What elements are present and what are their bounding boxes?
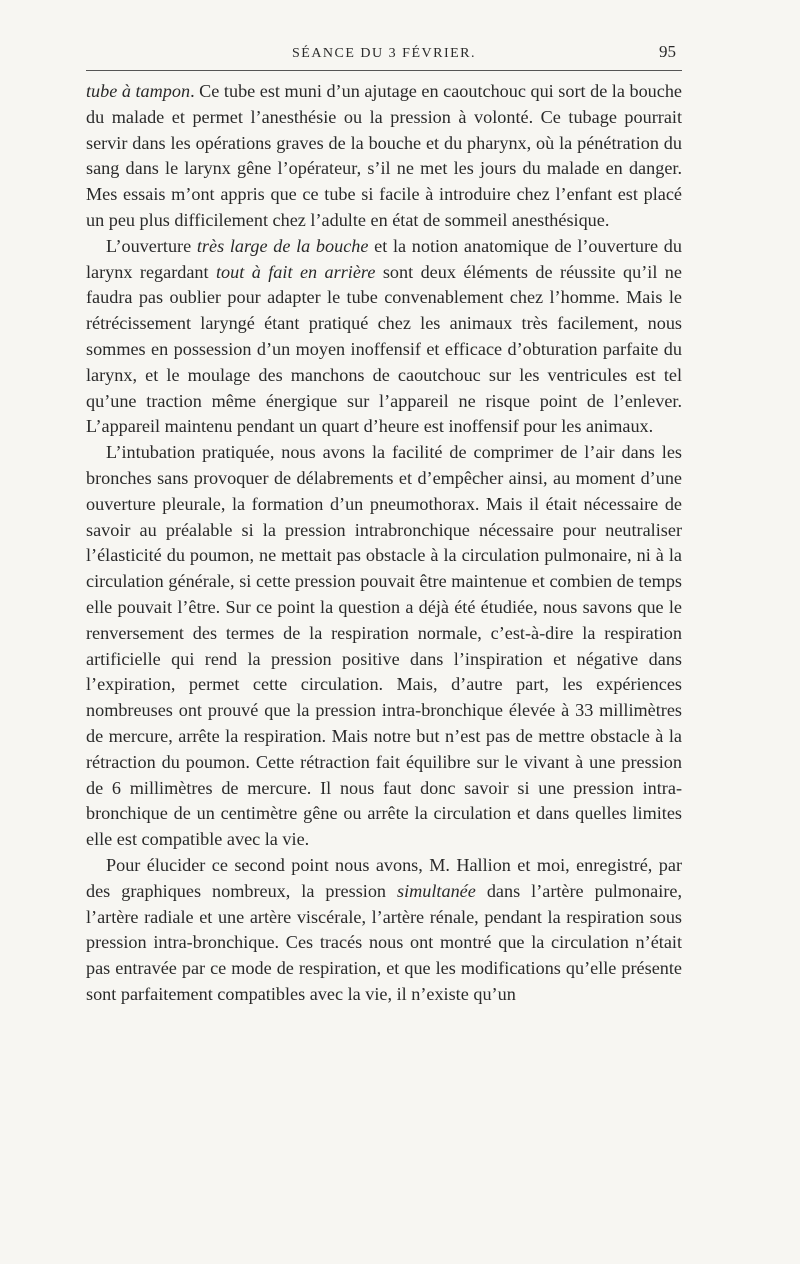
book-page	[86, 40, 682, 1008]
paragraph-4	[86, 853, 682, 1008]
paragraph-2-text-3: sont deux éléments de réussite qu’il ne faudra pas oublier pour adapter le tube convenablement chez l’homme. Mais le rétrécissement laryngé étant pratiqué chez les animaux très facilement, nous sommes en possession d’un moyen inoffensif et efficace d’obturation parfaite du larynx, et le moulage des manchons de caoutchouc sur les ventricules est tel qu’une traction même énergique sur l’appareil ne risque point de l’enlever. L’appareil maintenu pendant un quart d’heure est inoffensif pour les animaux.	[86, 261, 682, 437]
paragraph-2-italic-1: très large de la bouche	[196, 235, 369, 256]
running-title: SÉANCE DU 3 FÉVRIER.	[291, 46, 476, 61]
paragraph-1	[86, 79, 682, 234]
paragraph-4-italic-1: simultanée	[397, 880, 476, 901]
paragraph-4-text-1: Pour élucider ce second point nous avons, M. Hallion et moi, enregistré, par des graphiques nombreux, la pression	[86, 854, 682, 901]
page-number: 95	[659, 42, 676, 61]
running-header	[86, 40, 682, 71]
paragraph-1-text-1: . Ce tube est muni d’un ajutage en caoutchouc qui sort de la bouche du malade et permet l’anesthésie ou la pression à volonté. Ce tubage pourrait servir dans les opérations graves de la bouche et du pharynx, où la pénétration du sang dans le larynx gêne l’opérateur, s’il ne met les jours du malade en danger. Mes essais m’ont appris que ce tube si facile à introduire chez l’enfant est placé un peu plus difficilement chez l’adulte en état de sommeil anesthésique.	[86, 81, 683, 230]
paragraph-2-italic-2: tout à fait en arrière	[216, 261, 376, 282]
paragraph-4-text-2: dans l’artère pulmonaire, l’artère radiale et une artère viscérale, l’artère rénale, pendant la respiration sous pression intra-bronchique. Ces tracés nous ont montré que la circulation n’était pas entravée par ce mode de respiration, et que les modifications qu’elle présente sont parfaitement compatibles avec la vie, il n’existe qu’un	[86, 880, 682, 1004]
paragraph-2	[86, 234, 682, 440]
paragraph-3	[86, 440, 682, 853]
paragraph-1-italic-1: tube à tampon	[86, 81, 191, 101]
paragraph-3-text-1: L’intubation pratiquée, nous avons la facilité de comprimer de l’air dans les bronches sans provoquer de délabrements et d’empêcher ainsi, au moment d’une ouverture pleurale, la formation d’un pneumothorax. Mais il était nécessaire de savoir au préalable si la pression intrabronchique nécessaire pour neutraliser l’élasticité du poumon, ne mettait pas obstacle à la circulation pulmonaire, ni à la circulation générale, si cette pression pouvait être maintenue et combien de temps elle pouvait l’être. Sur ce point la question a déjà été étudiée, nous savons que le renversement des termes de la respiration normale, c’est-à-dire la respiration artificielle qui rend la pression positive dans l’inspiration et négative dans l’expiration, permet cette circulation. Mais, d’autre part, les expériences nombreuses ont prouvé que la pression intra-bronchique élevée à 33 millimètres de mercure, arrête la respiration. Mais notre but n’est pas de mettre obstacle à la rétraction du poumon. Cette rétraction fait équilibre sur le vivant à une pression de 6 millimètres de mercure. Il nous faut donc savoir si une pression intra-bronchique de un centimètre gêne ou arrête la circulation et dans quelles limites elle est compatible avec la vie.	[86, 442, 682, 850]
body-text	[86, 79, 682, 1008]
paragraph-2-text-1: L’ouverture	[106, 235, 197, 256]
paragraph-2-text-2: et la notion anatomique de l’ouverture du larynx regardant	[86, 235, 682, 282]
